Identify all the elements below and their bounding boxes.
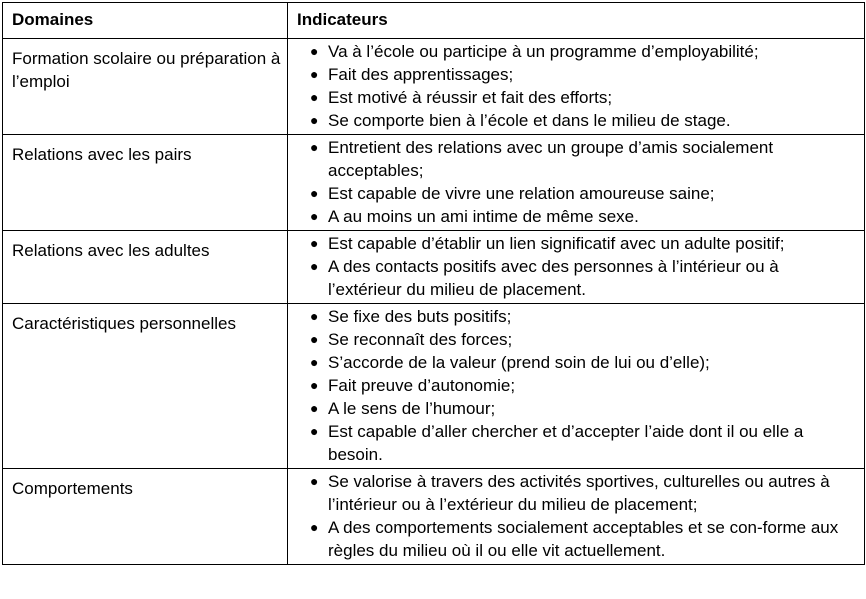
- domain-cell: [3, 469, 288, 565]
- bullet-icon: ●: [310, 139, 319, 155]
- list-item: [288, 470, 864, 516]
- indicator-text: S’accorde de la valeur (prend soin de lui ou d’elle);: [328, 353, 710, 372]
- header-row: [3, 3, 865, 39]
- header-indicateurs: Indicateurs: [288, 3, 865, 39]
- bullet-icon: ●: [310, 331, 319, 347]
- indicator-list: [288, 40, 864, 132]
- list-item: [288, 136, 864, 182]
- indicator-text: A le sens de l’humour;: [328, 399, 496, 418]
- indicator-text: A des comportements socialement acceptables et se con-forme aux règles du milieu où il ou elle vit actuellement.: [328, 518, 839, 560]
- bullet-icon: ●: [310, 185, 319, 201]
- domain-cell: [3, 231, 288, 304]
- indicator-list: [288, 136, 864, 228]
- domain-cell: [3, 39, 288, 135]
- bullet-icon: ●: [310, 43, 319, 59]
- domain-label: Relations avec les pairs: [12, 145, 192, 164]
- indicator-text: Va à l’école ou participe à un programme d’employabilité;: [328, 42, 759, 61]
- list-item: [288, 328, 864, 351]
- bullet-icon: ●: [310, 208, 319, 224]
- bullet-icon: ●: [310, 258, 319, 274]
- bullet-icon: ●: [310, 473, 319, 489]
- indicator-text: Se comporte bien à l’école et dans le milieu de stage.: [328, 111, 731, 130]
- header-domaines: Domaines: [3, 3, 288, 39]
- table-row: [3, 469, 865, 565]
- list-item: [288, 305, 864, 328]
- indicator-text: Fait des apprentissages;: [328, 65, 514, 84]
- indicators-cell: [288, 304, 865, 469]
- indicator-text: Est capable de vivre une relation amoureuse saine;: [328, 184, 715, 203]
- indicators-cell: [288, 135, 865, 231]
- bullet-icon: ●: [310, 423, 319, 439]
- table-row: [3, 304, 865, 469]
- indicator-text: A des contacts positifs avec des personnes à l’intérieur ou à l’extérieur du milieu de placement.: [328, 257, 779, 299]
- table-row: [3, 231, 865, 304]
- bullet-icon: ●: [310, 377, 319, 393]
- domain-cell: [3, 304, 288, 469]
- table-row: [3, 135, 865, 231]
- bullet-icon: ●: [310, 66, 319, 82]
- list-item: [288, 109, 864, 132]
- list-item: [288, 420, 864, 466]
- list-item: [288, 255, 864, 301]
- list-item: [288, 86, 864, 109]
- indicator-list: [288, 470, 864, 562]
- domain-label: Comportements: [12, 479, 133, 498]
- indicators-cell: [288, 231, 865, 304]
- indicator-text: A au moins un ami intime de même sexe.: [328, 207, 639, 226]
- list-item: [288, 63, 864, 86]
- bullet-icon: ●: [310, 308, 319, 324]
- indicator-text: Se valorise à travers des activités sportives, culturelles ou autres à l’intérieur ou à l’extérieur du milieu de placement;: [328, 472, 830, 514]
- indicator-text: Est capable d’aller chercher et d’accepter l’aide dont il ou elle a besoin.: [328, 422, 804, 464]
- list-item: [288, 232, 864, 255]
- domain-label: Caractéristiques personnelles: [12, 314, 236, 333]
- bullet-icon: ●: [310, 89, 319, 105]
- list-item: [288, 40, 864, 63]
- domain-label: Formation scolaire ou préparation à l’emploi: [12, 49, 281, 91]
- bullet-icon: ●: [310, 112, 319, 128]
- indicator-text: Entretient des relations avec un groupe d’amis socialement acceptables;: [328, 138, 774, 180]
- list-item: [288, 374, 864, 397]
- indicators-cell: [288, 39, 865, 135]
- list-item: [288, 516, 864, 562]
- indicator-text: Se fixe des buts positifs;: [328, 307, 512, 326]
- domain-cell: [3, 135, 288, 231]
- indicator-text: Se reconnaît des forces;: [328, 330, 513, 349]
- domain-label: Relations avec les adultes: [12, 241, 210, 260]
- list-item: [288, 397, 864, 420]
- indicator-text: Est motivé à réussir et fait des efforts;: [328, 88, 613, 107]
- bullet-icon: ●: [310, 519, 319, 535]
- indicator-list: [288, 232, 864, 301]
- indicator-text: Est capable d’établir un lien significatif avec un adulte positif;: [328, 234, 785, 253]
- indicators-cell: [288, 469, 865, 565]
- table-row: [3, 39, 865, 135]
- list-item: [288, 182, 864, 205]
- list-item: [288, 351, 864, 374]
- list-item: [288, 205, 864, 228]
- bullet-icon: ●: [310, 400, 319, 416]
- bullet-icon: ●: [310, 235, 319, 251]
- bullet-icon: ●: [310, 354, 319, 370]
- indicator-text: Fait preuve d’autonomie;: [328, 376, 516, 395]
- domains-indicators-table: [2, 2, 865, 565]
- indicator-list: [288, 305, 864, 466]
